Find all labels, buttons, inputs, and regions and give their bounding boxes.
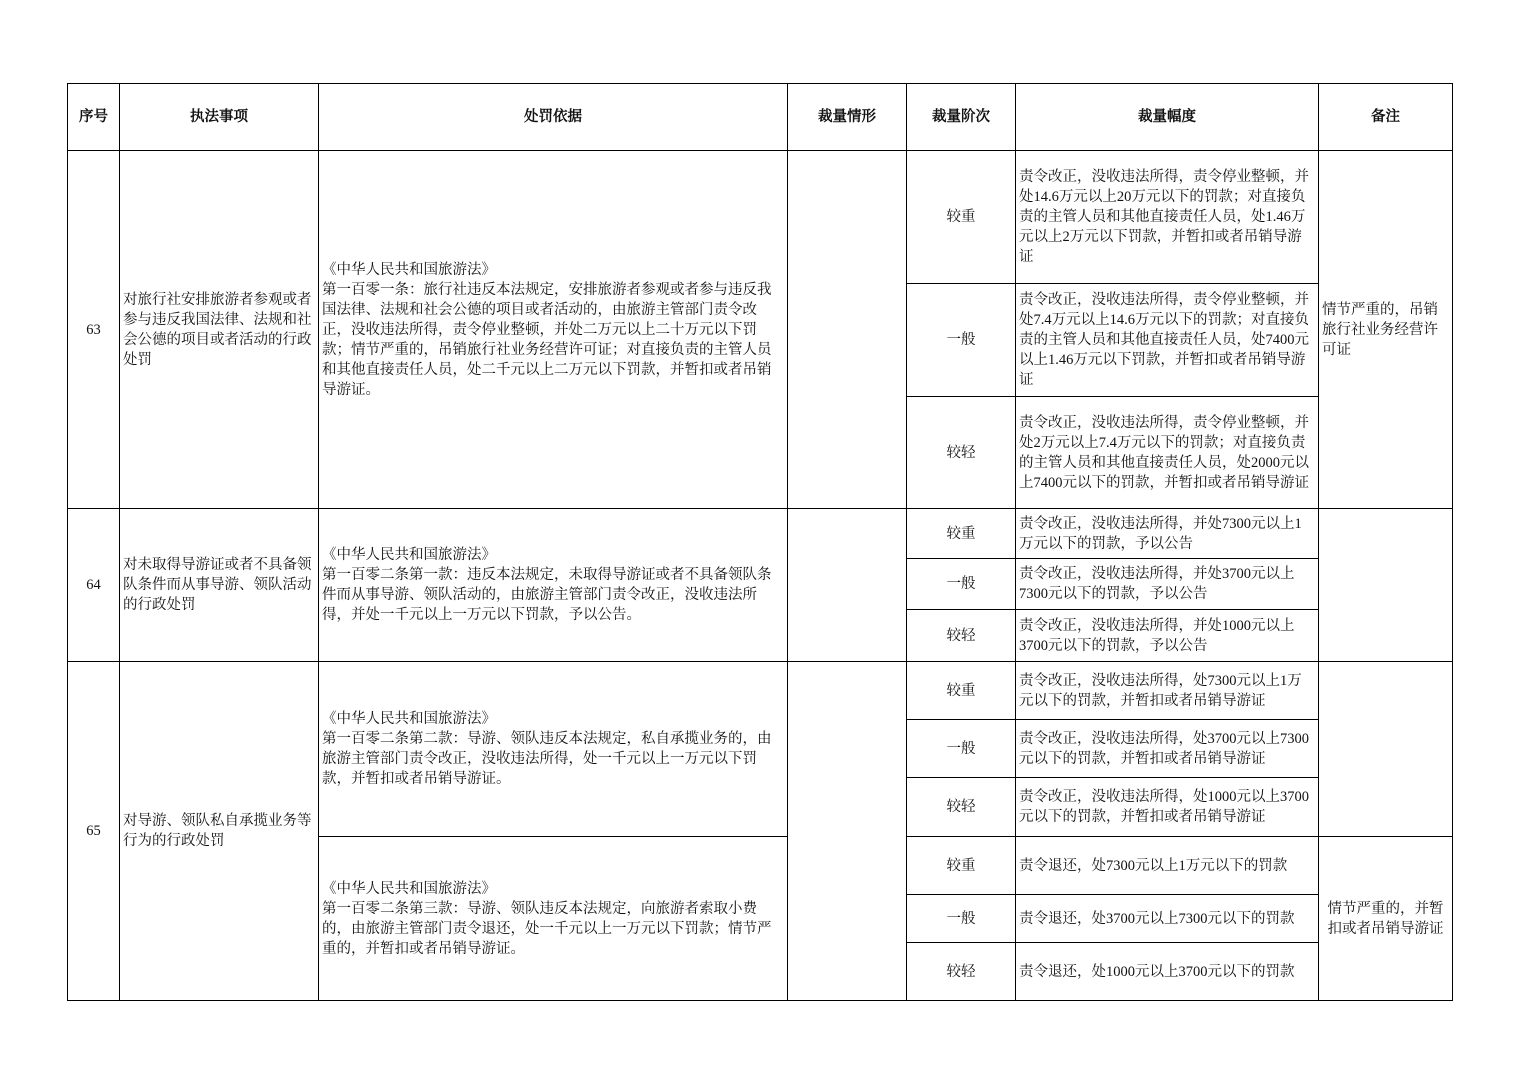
basis-text: 第一百零二条第三款：导游、领队违反本法规定，向旅游者索取小费的，由旅游主管部门责令退还，处一千元以上一万元以下罚款；情节严重的，并暂扣或者吊销导游证。: [322, 900, 772, 957]
row-level: 一般: [907, 559, 1016, 610]
row-no: 63: [68, 151, 120, 509]
row-level: 较轻: [907, 397, 1016, 509]
header-situation: 裁量情形: [788, 84, 907, 151]
basis-law: 《中华人民共和国旅游法》: [322, 547, 496, 563]
table-row: [68, 509, 1453, 559]
row-range: 责令改正，没收违法所得，处7300元以上1万元以下的罚款，并暂扣或者吊销导游证: [1016, 662, 1319, 720]
discretion-table: [67, 83, 1453, 1001]
header-remark: 备注: [1319, 84, 1453, 151]
header-row: [68, 84, 1453, 151]
row-no: 64: [68, 509, 120, 662]
row-level: 一般: [907, 284, 1016, 397]
header-range: 裁量幅度: [1016, 84, 1319, 151]
table-row: [68, 151, 1453, 284]
row-remark: [1319, 662, 1453, 837]
row-range: 责令改正，没收违法所得，责令停业整顿，并处7.4万元以上14.6万元以下的罚款；对直接负责的主管人员和其他直接责任人员，处7400元以上1.46万元以下罚款，并暂扣或者吊销导游证: [1016, 284, 1319, 397]
row-basis: [319, 151, 788, 509]
row-level: 一般: [907, 720, 1016, 778]
row-level: 较重: [907, 837, 1016, 895]
row-level: 较重: [907, 509, 1016, 559]
row-situation: [788, 509, 907, 662]
row-range: 责令改正，没收违法所得，并处1000元以上3700元以下的罚款，予以公告: [1016, 610, 1319, 662]
row-matter: 对旅行社安排旅游者参观或者参与违反我国法律、法规和社会公德的项目或者活动的行政处罚: [120, 151, 319, 509]
row-level: 较轻: [907, 610, 1016, 662]
basis-text: 第一百零二条第一款：违反本法规定，未取得导游证或者不具备领队条件而从事导游、领队活动的，由旅游主管部门责令改正，没收违法所得，并处一千元以上一万元以下罚款，予以公告。: [322, 567, 772, 623]
row-matter: 对未取得导游证或者不具备领队条件而从事导游、领队活动的行政处罚: [120, 509, 319, 662]
row-range: 责令退还，处3700元以上7300元以下的罚款: [1016, 895, 1319, 943]
row-range: 责令改正，没收违法所得，责令停业整顿，并处2万元以上7.4万元以下的罚款；对直接负责的主管人员和其他直接责任人员，处2000元以上7400元以下的罚款，并暂扣或者吊销导游证: [1016, 397, 1319, 509]
row-situation: [788, 151, 907, 509]
row-basis: [319, 837, 788, 1001]
row-level: 较轻: [907, 778, 1016, 837]
header-level: 裁量阶次: [907, 84, 1016, 151]
row-level: 较重: [907, 151, 1016, 284]
basis-text: 第一百零二条第二款：导游、领队违反本法规定，私自承揽业务的，由旅游主管部门责令改正，没收违法所得，处一千元以上一万元以下罚款，并暂扣或者吊销导游证。: [322, 731, 772, 787]
row-range: 责令退还，处7300元以上1万元以下的罚款: [1016, 837, 1319, 895]
basis-law: 《中华人民共和国旅游法》: [322, 880, 496, 897]
row-remark: 情节严重的，吊销旅行社业务经营许可证: [1319, 151, 1453, 509]
row-remark: 情节严重的，并暂扣或者吊销导游证: [1319, 837, 1453, 1001]
row-level: 一般: [907, 895, 1016, 943]
basis-law: 《中华人民共和国旅游法》: [322, 261, 496, 278]
row-no: 65: [68, 662, 120, 1001]
row-basis: [319, 662, 788, 837]
row-level: 较重: [907, 662, 1016, 720]
row-range: 责令改正，没收违法所得，并处3700元以上7300元以下的罚款，予以公告: [1016, 559, 1319, 610]
row-range: 责令改正，没收违法所得，责令停业整顿，并处14.6万元以上20万元以下的罚款；对直接负责的主管人员和其他直接责任人员，处1.46万元以上2万元以下罚款，并暂扣或者吊销导游证: [1016, 151, 1319, 284]
header-basis: 处罚依据: [319, 84, 788, 151]
basis-text: 第一百零一条：旅行社违反本法规定，安排旅游者参观或者参与违反我国法律、法规和社会公德的项目或者活动的，由旅游主管部门责令改正，没收违法所得，责令停业整顿，并处二万元以上二十万元以下罚款；情节严重的，吊销旅行社业务经营许可证；对直接负责的主管人员和其他直接责任人员，处二千元以上二万元以下罚款，并暂扣或者吊销导游证。: [322, 281, 772, 398]
basis-law: 《中华人民共和国旅游法》: [322, 711, 496, 727]
table-row: [68, 662, 1453, 720]
row-range: 责令改正，没收违法所得，处3700元以上7300元以下的罚款，并暂扣或者吊销导游证: [1016, 720, 1319, 778]
row-matter: 对导游、领队私自承揽业务等行为的行政处罚: [120, 662, 319, 1001]
row-situation: [788, 662, 907, 1001]
header-matter: 执法事项: [120, 84, 319, 151]
row-range: 责令退还，处1000元以上3700元以下的罚款: [1016, 943, 1319, 1001]
row-basis: [319, 509, 788, 662]
row-remark: [1319, 509, 1453, 662]
row-range: 责令改正，没收违法所得，并处7300元以上1万元以下的罚款，予以公告: [1016, 509, 1319, 559]
row-range: 责令改正，没收违法所得，处1000元以上3700元以下的罚款，并暂扣或者吊销导游证: [1016, 778, 1319, 837]
row-level: 较轻: [907, 943, 1016, 1001]
header-no: 序号: [68, 84, 120, 151]
